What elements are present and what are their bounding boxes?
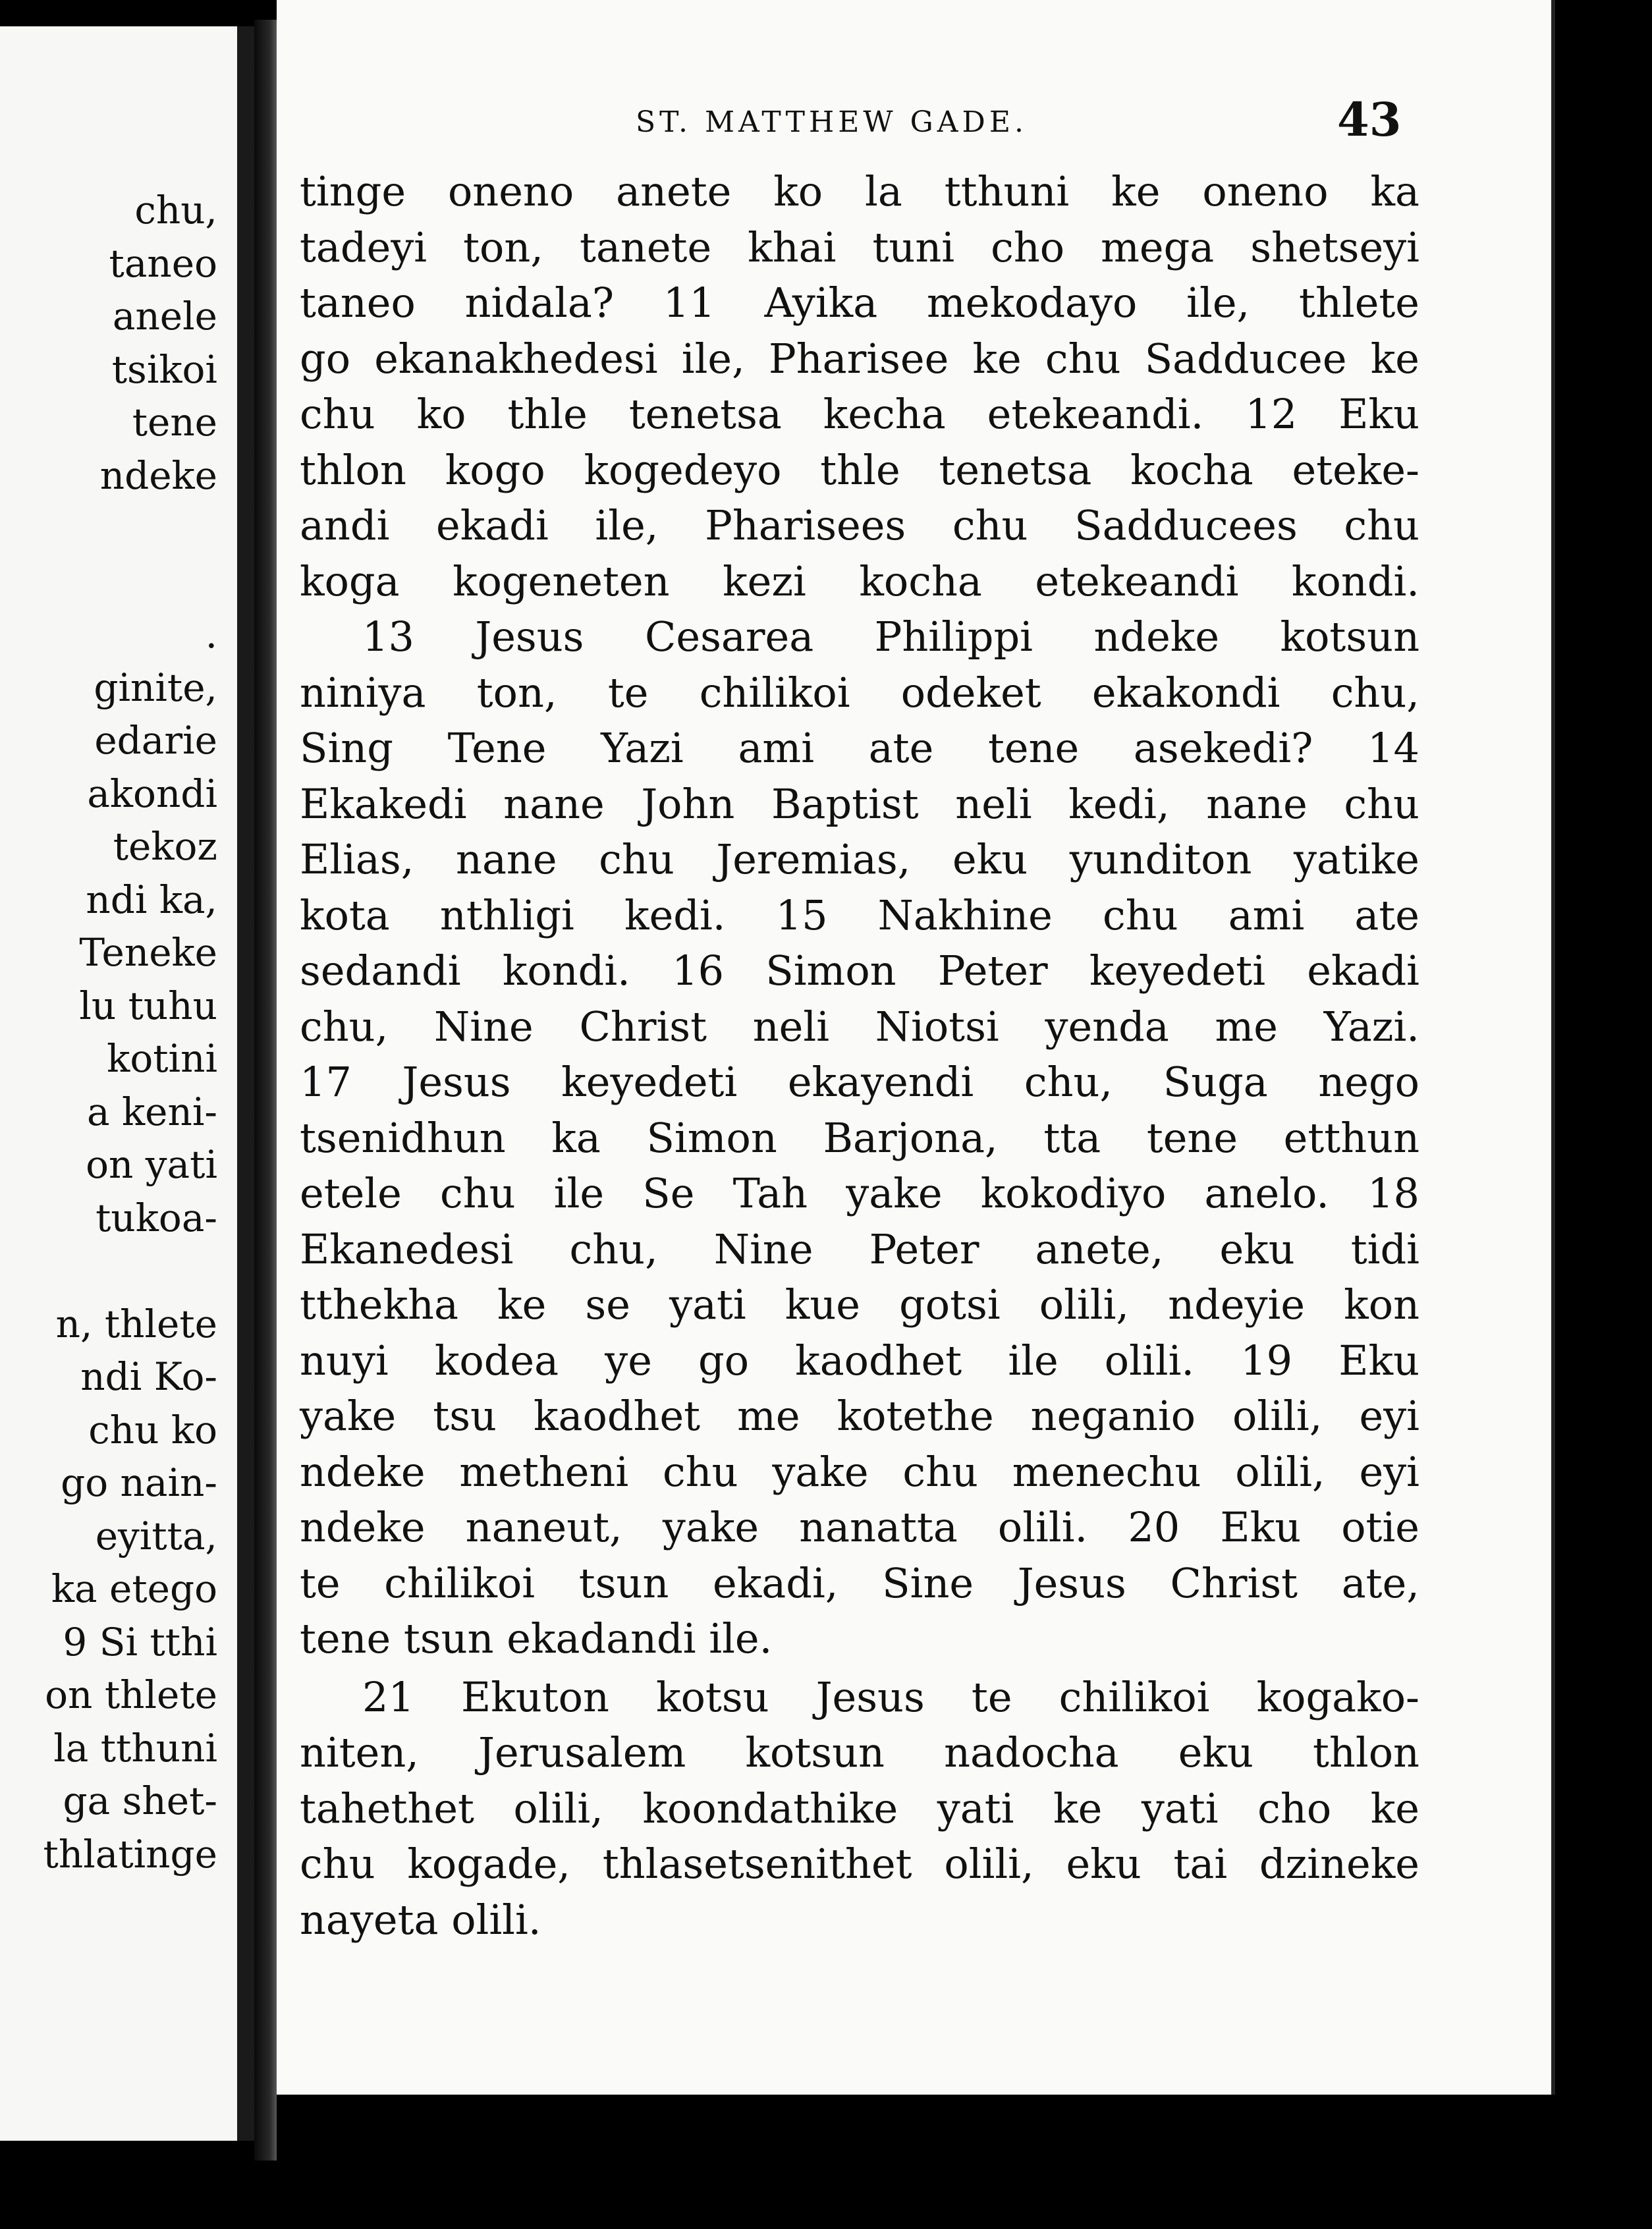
body-line: 13 Jesus Cesarea Philippi ndeke kotsun (362, 613, 1419, 661)
body-line: chu kogade, thlasetsenithet olili, eku tai dzineke (300, 1840, 1419, 1888)
body-line: nuyi kodea ye go kaodhet ile olili. 19 Eku (300, 1336, 1419, 1385)
left-page-line: edarie (94, 718, 217, 763)
body-line: go ekanakhedesi ile, Pharisee ke chu Sadducee ke (300, 334, 1419, 383)
body-line: sedandi kondi. 16 Simon Peter keyedeti ekadi (300, 947, 1419, 995)
left-page-line: . (205, 612, 217, 657)
body-line: 17 Jesus keyedeti ekayendi chu, Suga nego (300, 1058, 1419, 1106)
body-line: tthekha ke se yati kue gotsi olili, ndeyie kon (300, 1280, 1419, 1329)
body-line: Ekanedesi chu, Nine Peter anete, eku tidi (300, 1225, 1419, 1273)
left-page-line: lu tuhu (79, 983, 217, 1028)
body-line: etele chu ile Se Tah yake kokodiyo anelo. 18 (300, 1169, 1419, 1217)
body-line: andi ekadi ile, Pharisees chu Sadducees chu (300, 501, 1419, 549)
left-page-line: a keni- (87, 1089, 217, 1134)
body-line: Elias, nane chu Jeremias, eku yunditon yatike (300, 835, 1419, 883)
body-line: chu ko thle tenetsa kecha etekeandi. 12 Eku (300, 390, 1419, 438)
left-page-line: ndi ka, (86, 877, 217, 922)
body-line: taneo nidala? 11 Ayika mekodayo ile, thlete (300, 279, 1419, 327)
body-line: niniya ton, te chilikoi odeket ekakondi chu, (300, 668, 1419, 717)
left-page-line: akondi (87, 771, 217, 816)
left-page-line: tukoa- (96, 1195, 217, 1240)
body-line: ndeke naneut, yake nanatta olili. 20 Eku otie (300, 1503, 1419, 1551)
left-page-line: Teneke (79, 930, 217, 975)
left-page-line: eyitta, (95, 1513, 217, 1558)
left-page-line: la tthuni (53, 1725, 217, 1771)
body-line: te chilikoi tsun ekadi, Sine Jesus Christ ate, (300, 1558, 1419, 1607)
body-line: nayeta olili. (300, 1895, 541, 1944)
left-page-line: tsikoi (111, 346, 217, 392)
left-page-line: ndeke (99, 453, 217, 498)
left-page-line: tene (132, 400, 217, 445)
left-page-line: thlatinge (43, 1831, 217, 1877)
body-line: tadeyi ton, tanete khai tuni cho mega shetseyi (300, 223, 1419, 271)
left-page-line: ndi Ko- (80, 1354, 217, 1399)
page-number: 43 (1337, 92, 1402, 147)
left-page-line: taneo (109, 240, 217, 286)
left-page-line: on thlete (45, 1672, 217, 1717)
left-page-line: ka etego (51, 1566, 217, 1611)
body-line: tinge oneno anete ko la tthuni ke oneno ka (300, 167, 1419, 215)
body-line: ndeke metheni chu yake chu menechu olili, eyi (300, 1447, 1419, 1496)
running-title: ST. MATTHEW GADE. (636, 105, 1028, 139)
left-page-line: tekoz (113, 824, 217, 869)
left-page-line: anele (112, 294, 217, 339)
left-page-line: 9 Si tthi (63, 1619, 217, 1665)
body-line: niten, Jerusalem kotsun nadocha eku thlon (300, 1728, 1419, 1776)
left-page-line: kotini (107, 1036, 217, 1081)
previous-page-fragment (0, 26, 254, 2141)
left-page-line: ga shet- (63, 1778, 217, 1823)
body-line: Sing Tene Yazi ami ate tene asekedi? 14 (300, 724, 1419, 772)
body-line: tsenidhun ka Simon Barjona, tta tene etthun (300, 1113, 1419, 1162)
body-line: thlon kogo kogedeyo thle tenetsa kocha eteke- (300, 445, 1419, 494)
body-line: koga kogeneten kezi kocha etekeandi kondi. (300, 557, 1419, 605)
left-page-line: chu, (134, 188, 217, 233)
left-page-line: chu ko (88, 1407, 217, 1452)
body-line: kota nthligi kedi. 15 Nakhine chu ami ate (300, 891, 1419, 939)
scan-border (277, 2095, 1555, 2229)
body-line: yake tsu kaodhet me kotethe neganio olili, eyi (300, 1392, 1419, 1440)
current-page (277, 0, 1555, 2095)
page-header (277, 92, 1551, 151)
left-page-line: on yati (86, 1142, 217, 1187)
body-line: Ekakedi nane John Baptist neli kedi, nane chu (300, 779, 1419, 828)
left-page-line: n, thlete (55, 1301, 217, 1346)
body-line: tahethet olili, koondathike yati ke yati cho ke (300, 1784, 1419, 1832)
left-page-line: ginite, (94, 665, 217, 710)
body-line: tene tsun ekadandi ile. (300, 1614, 773, 1663)
left-page-line: go nain- (61, 1460, 217, 1505)
body-line: chu, Nine Christ neli Niotsi yenda me Yazi. (300, 1002, 1419, 1051)
body-line: 21 Ekuton kotsu Jesus te chilikoi kogako- (362, 1672, 1419, 1721)
